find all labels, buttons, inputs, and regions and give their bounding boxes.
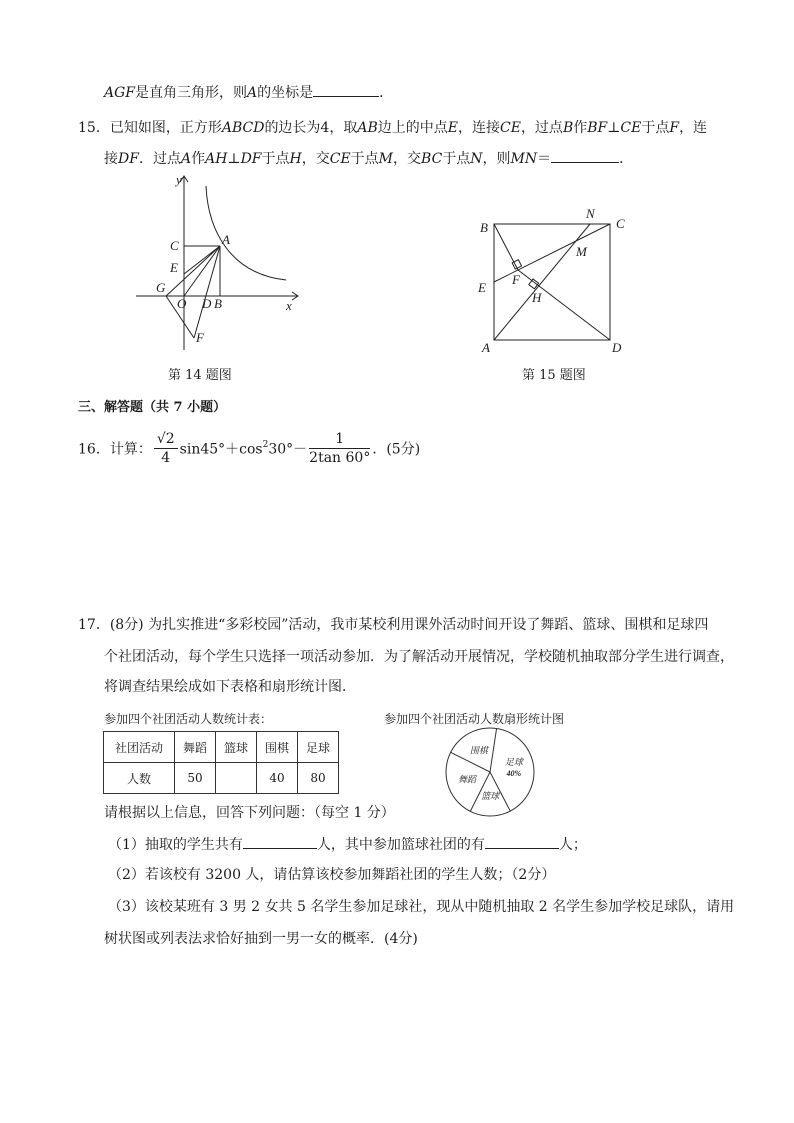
q14-answer-blank[interactable] (313, 82, 379, 97)
fig15-label-m: M (576, 244, 587, 259)
q15-answer-blank[interactable] (551, 148, 619, 163)
fig14-label-y: y (176, 172, 182, 187)
pie-slice-label: 篮球 (481, 791, 500, 802)
fig15-label-f: F (512, 272, 520, 287)
pie-slice-label: 足球 (504, 757, 523, 768)
q16-fraction-1-over-2tan60: $\frac{1}{2\tan 60^\circ}$ (309, 431, 371, 466)
fig14-caption: 第 14 题图 (168, 368, 232, 383)
pie-slice-percent: 40% (506, 769, 522, 779)
q17-sub3b: 树状图或列表法求恰好抽到一男一女的概率．(4分) (104, 931, 418, 947)
table-title: 参加四个社团活动人数统计表： (104, 712, 273, 726)
q17-line2: 个社团活动，每个学生只选择一项活动参加．为了解活动开展情况，学校随机抽取部分学生进行调查， (104, 649, 734, 665)
table-cell: 50 (175, 763, 216, 794)
pie-slice-label: 舞蹈 (458, 774, 477, 785)
pie-chart (440, 726, 540, 818)
pie-title: 参加四个社团活动人数扇形统计图 (384, 712, 565, 726)
table-header-cell: 社团活动 (104, 732, 175, 763)
q16-mid2: 30°－ (268, 441, 308, 458)
q14-text2: 的坐标是 (257, 85, 314, 101)
fig15-label-c: C (616, 216, 625, 231)
table-header-row (104, 732, 339, 763)
fig14-seg-ea (184, 246, 220, 274)
fig15-seg-bf (494, 224, 518, 270)
pie-slice-label: 围棋 (469, 745, 488, 756)
table-cell: 80 (298, 763, 339, 794)
q14-text1: 是直角三角形，则 (135, 85, 248, 101)
fig14-label-c: C (170, 238, 179, 253)
fig15-label-b: B (480, 220, 488, 235)
fig15-label-a: A (482, 340, 490, 355)
q17-prompt: 请根据以上信息，回答下列问题：（每空 1 分） (104, 805, 395, 821)
q16-prefix: 16．计算： (78, 441, 152, 458)
q16-superscript: 2 (262, 439, 269, 450)
q14-end: ． (379, 85, 394, 101)
q15-line1: 15．已知如图，正方形ABCD的边长为4，取AB边上的中点E，连接CE，过点B作BF⊥CE于点F，连 (78, 120, 708, 136)
fig14-seg-oa (184, 246, 220, 296)
q16-score: ．(5分) (372, 441, 421, 458)
table-header-cell: 舞蹈 (175, 732, 216, 763)
q17-basketball-blank[interactable] (485, 834, 559, 849)
fig15-label-n: N (586, 206, 595, 221)
section-3-title: 三、解答题（共 7 小题） (78, 400, 227, 415)
q17-sub2: （2）若该校有 3200 人，请估算该校参加舞蹈社团的学生人数；（2分） (108, 867, 556, 883)
q14-agf: AGF (104, 85, 136, 101)
q14-answer-line (104, 82, 393, 102)
fig14-label-x: x (286, 298, 292, 313)
fig14-label-f: F (196, 330, 204, 345)
table-cell (216, 763, 257, 794)
q17-line1: 17．(8分) 为扎实推进“多彩校园”活动，我市某校利用课外活动时间开设了舞蹈、篮球、围棋和足球四 (78, 617, 709, 633)
table-cell: 人数 (104, 763, 175, 794)
q16-line (78, 430, 420, 467)
q17-sub1: （1）抽取的学生共有 人，其中参加篮球社团的有 人； (108, 834, 587, 854)
fig15-caption: 第 15 题图 (522, 368, 586, 383)
fig14-hyperbola (206, 186, 286, 280)
fig15-label-d: D (612, 340, 622, 355)
fig14-label-e: E (170, 260, 178, 275)
q16-mid: sin45°＋cos (179, 441, 263, 458)
fig15-label-h: H (532, 290, 542, 305)
fig14-label-b: B (214, 296, 222, 311)
fig15-seg-an (494, 224, 590, 340)
table-data-row (104, 763, 339, 794)
q17-line3: 将调查结果绘成如下表格和扇形统计图． (104, 679, 356, 695)
fig14-label-a: A (222, 232, 230, 247)
fig14-seg-af (194, 246, 220, 338)
table-cell: 40 (257, 763, 298, 794)
table-header-cell: 足球 (298, 732, 339, 763)
table-header-cell: 围棋 (257, 732, 298, 763)
q15-line2: 接DF．过点A作AH⊥DF于点H，交CE于点M，交BC于点N，则MN＝ ． (104, 148, 633, 168)
club-stats-table (103, 731, 339, 794)
q17-sub3a: （3）该校某班有 3 男 2 女共 5 名学生参加足球社，现从中随机抽取 2 名学生参加学校足球队，请用 (108, 899, 735, 915)
q14-a: A (247, 85, 258, 101)
figure-14 (130, 170, 310, 360)
fig15-label-e: E (478, 280, 486, 295)
q16-fraction-sqrt2-over-4: $\frac{√2}{4}$ (154, 430, 178, 467)
fig14-label-g: G (156, 280, 166, 295)
figure-15 (470, 200, 640, 360)
fig14-label-d: D (202, 296, 212, 311)
table-header-cell: 篮球 (216, 732, 257, 763)
fig14-label-o: O (177, 296, 187, 311)
q17-total-blank[interactable] (243, 834, 317, 849)
